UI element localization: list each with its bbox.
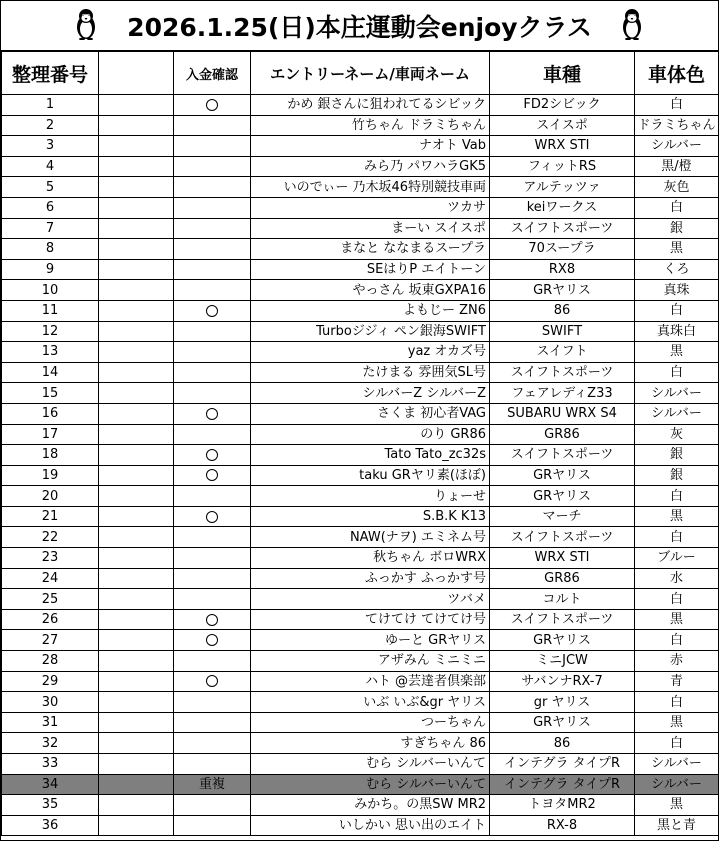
- cell-car-model: コルト: [490, 589, 635, 610]
- cell-blank: [99, 548, 174, 569]
- cell-car-model: GRヤリス: [490, 712, 635, 733]
- cell-payment: [174, 259, 251, 280]
- cell-entry-name: シルバーZ シルバーZ: [251, 383, 490, 404]
- cell-number: 9: [2, 259, 99, 280]
- cell-body-color: 白: [635, 197, 719, 218]
- cell-blank: [99, 445, 174, 466]
- cell-body-color: シルバー: [635, 136, 719, 157]
- cell-payment: [174, 795, 251, 816]
- paid-circle-icon: [206, 408, 218, 420]
- cell-payment: [174, 383, 251, 404]
- cell-car-model: GR86: [490, 568, 635, 589]
- cell-number: 35: [2, 795, 99, 816]
- cell-blank: [99, 136, 174, 157]
- cell-blank: [99, 774, 174, 795]
- table-row: [2, 445, 719, 466]
- cell-car-model: サバンナRX-7: [490, 671, 635, 692]
- cell-payment: [174, 342, 251, 363]
- cell-blank: [99, 362, 174, 383]
- cell-body-color: 銀: [635, 465, 719, 486]
- cell-entry-name: taku GRヤリ素(ほぼ): [251, 465, 490, 486]
- cell-car-model: マーチ: [490, 506, 635, 527]
- cell-entry-name: まなと ななまるスープラ: [251, 239, 490, 260]
- cell-car-model: フィットRS: [490, 156, 635, 177]
- cell-payment: [174, 445, 251, 466]
- table-row: [2, 177, 719, 198]
- table-row: [2, 506, 719, 527]
- cell-blank: [99, 95, 174, 116]
- paid-circle-icon: [206, 469, 218, 481]
- cell-blank: [99, 424, 174, 445]
- paid-circle-icon: [206, 99, 218, 111]
- cell-blank: [99, 506, 174, 527]
- table-row: [2, 321, 719, 342]
- cell-car-model: RX-8: [490, 815, 635, 836]
- cell-car-model: WRX STI: [490, 548, 635, 569]
- cell-car-model: インテグラ タイプR: [490, 774, 635, 795]
- cell-entry-name: 竹ちゃん ドラミちゃん: [251, 115, 490, 136]
- cell-car-model: インテグラ タイプR: [490, 754, 635, 775]
- table-row: [2, 259, 719, 280]
- cell-number: 20: [2, 486, 99, 507]
- cell-car-model: SUBARU WRX S4: [490, 403, 635, 424]
- cell-blank: [99, 609, 174, 630]
- cell-entry-name: ナオト Vab: [251, 136, 490, 157]
- cell-body-color: 灰色: [635, 177, 719, 198]
- cell-entry-name: いしかい 思い出のエイト: [251, 815, 490, 836]
- cell-number: 30: [2, 692, 99, 713]
- cell-body-color: 青: [635, 671, 719, 692]
- cell-body-color: 黒: [635, 795, 719, 816]
- table-row: [2, 671, 719, 692]
- cell-blank: [99, 712, 174, 733]
- cell-number: 36: [2, 815, 99, 836]
- cell-number: 14: [2, 362, 99, 383]
- cell-car-model: GR86: [490, 424, 635, 445]
- cell-body-color: 水: [635, 568, 719, 589]
- cell-entry-name: すぎちゃん 86: [251, 733, 490, 754]
- cell-car-model: フェアレディZ33: [490, 383, 635, 404]
- cell-payment: [174, 486, 251, 507]
- table-row: [2, 733, 719, 754]
- cell-number: 17: [2, 424, 99, 445]
- cell-entry-name: ツカサ: [251, 197, 490, 218]
- cell-body-color: ブルー: [635, 548, 719, 569]
- title-bar: [1, 1, 718, 51]
- header-payment: 入金確認: [174, 52, 251, 95]
- cell-body-color: くろ: [635, 259, 719, 280]
- cell-blank: [99, 197, 174, 218]
- table-row: [2, 280, 719, 301]
- penguin-icon: [75, 8, 97, 40]
- cell-entry-name: いぶ いぶ&gr ヤリス: [251, 692, 490, 713]
- cell-number: 8: [2, 239, 99, 260]
- cell-car-model: WRX STI: [490, 136, 635, 157]
- cell-entry-name: さくま 初心者VAG: [251, 403, 490, 424]
- cell-payment: [174, 424, 251, 445]
- cell-body-color: 銀: [635, 445, 719, 466]
- cell-entry-name: むら シルバーいんて: [251, 754, 490, 775]
- cell-body-color: 黒: [635, 506, 719, 527]
- cell-payment: [174, 630, 251, 651]
- cell-payment: 重複: [174, 774, 251, 795]
- cell-car-model: 70スープラ: [490, 239, 635, 260]
- cell-body-color: 赤: [635, 651, 719, 672]
- cell-number: 23: [2, 548, 99, 569]
- cell-car-model: GRヤリス: [490, 486, 635, 507]
- cell-body-color: シルバー: [635, 383, 719, 404]
- cell-number: 15: [2, 383, 99, 404]
- cell-entry-name: まーい スイスポ: [251, 218, 490, 239]
- cell-entry-name: NAW(ナヲ) エミネム号: [251, 527, 490, 548]
- cell-car-model: GRヤリス: [490, 630, 635, 651]
- cell-entry-name: アザみん ミニミニ: [251, 651, 490, 672]
- cell-blank: [99, 115, 174, 136]
- table-row: [2, 712, 719, 733]
- cell-number: 29: [2, 671, 99, 692]
- cell-number: 25: [2, 589, 99, 610]
- cell-body-color: 黒: [635, 609, 719, 630]
- cell-payment: [174, 239, 251, 260]
- header-row: [2, 52, 719, 95]
- cell-body-color: 白: [635, 300, 719, 321]
- cell-blank: [99, 342, 174, 363]
- table-row: [2, 609, 719, 630]
- cell-entry-name: りょーせ: [251, 486, 490, 507]
- header-number: 整理番号: [2, 52, 99, 95]
- cell-number: 33: [2, 754, 99, 775]
- cell-car-model: スイフトスポーツ: [490, 218, 635, 239]
- table-row: [2, 156, 719, 177]
- cell-car-model: GRヤリス: [490, 280, 635, 301]
- cell-body-color: 白: [635, 486, 719, 507]
- cell-payment: [174, 589, 251, 610]
- cell-blank: [99, 321, 174, 342]
- table-row: [2, 136, 719, 157]
- cell-body-color: シルバー: [635, 754, 719, 775]
- cell-car-model: GRヤリス: [490, 465, 635, 486]
- table-row: [2, 630, 719, 651]
- penguin-icon: [621, 8, 643, 40]
- cell-number: 10: [2, 280, 99, 301]
- cell-blank: [99, 527, 174, 548]
- cell-entry-name: Turboジジィ ペン銀海SWIFT: [251, 321, 490, 342]
- paid-circle-icon: [206, 614, 218, 626]
- cell-number: 13: [2, 342, 99, 363]
- cell-payment: [174, 197, 251, 218]
- cell-blank: [99, 218, 174, 239]
- cell-entry-name: yaz オカズ号: [251, 342, 490, 363]
- cell-blank: [99, 589, 174, 610]
- cell-number: 19: [2, 465, 99, 486]
- cell-blank: [99, 403, 174, 424]
- cell-car-model: スイフト: [490, 342, 635, 363]
- cell-entry-name: Tato Tato_zc32s: [251, 445, 490, 466]
- cell-car-model: スイフトスポーツ: [490, 609, 635, 630]
- cell-blank: [99, 486, 174, 507]
- cell-blank: [99, 300, 174, 321]
- cell-entry-name: ハト @芸達者倶楽部: [251, 671, 490, 692]
- cell-entry-name: やっさん 坂東GXPA16: [251, 280, 490, 301]
- cell-number: 26: [2, 609, 99, 630]
- cell-payment: [174, 671, 251, 692]
- cell-blank: [99, 259, 174, 280]
- table-row: [2, 548, 719, 569]
- cell-entry-name: むら シルバーいんて: [251, 774, 490, 795]
- cell-car-model: SWIFT: [490, 321, 635, 342]
- cell-payment: [174, 527, 251, 548]
- cell-entry-name: ツバメ: [251, 589, 490, 610]
- cell-blank: [99, 754, 174, 775]
- cell-entry-name: 秋ちゃん ボロWRX: [251, 548, 490, 569]
- cell-payment: [174, 754, 251, 775]
- cell-body-color: 黒と青: [635, 815, 719, 836]
- cell-body-color: 銀: [635, 218, 719, 239]
- cell-payment: [174, 177, 251, 198]
- table-body: [2, 95, 719, 836]
- cell-entry-name: たけまる 雰囲気SL号: [251, 362, 490, 383]
- cell-blank: [99, 568, 174, 589]
- cell-blank: [99, 280, 174, 301]
- cell-entry-name: ふっかす ふっかす号: [251, 568, 490, 589]
- table-row: [2, 754, 719, 775]
- cell-payment: [174, 609, 251, 630]
- cell-car-model: スイフトスポーツ: [490, 527, 635, 548]
- cell-payment: [174, 136, 251, 157]
- header-blank: [99, 52, 174, 95]
- cell-car-model: スイフトスポーツ: [490, 445, 635, 466]
- table-row: [2, 486, 719, 507]
- cell-blank: [99, 177, 174, 198]
- table-row: [2, 424, 719, 445]
- cell-entry-name: みら乃 パワハラGK5: [251, 156, 490, 177]
- cell-number: 4: [2, 156, 99, 177]
- cell-number: 1: [2, 95, 99, 116]
- paid-circle-icon: [206, 305, 218, 317]
- cell-body-color: 白: [635, 362, 719, 383]
- cell-payment: [174, 95, 251, 116]
- cell-entry-name: みかち。の黒SW MR2: [251, 795, 490, 816]
- table-row: [2, 239, 719, 260]
- cell-body-color: 灰: [635, 424, 719, 445]
- cell-blank: [99, 733, 174, 754]
- cell-entry-name: つーちゃん: [251, 712, 490, 733]
- paid-circle-icon: [206, 449, 218, 461]
- cell-number: 28: [2, 651, 99, 672]
- cell-blank: [99, 239, 174, 260]
- table-row: [2, 342, 719, 363]
- cell-entry-name: てけてけ てけてけ号: [251, 609, 490, 630]
- cell-entry-name: S.B.K K13: [251, 506, 490, 527]
- table-row: [2, 300, 719, 321]
- cell-number: 18: [2, 445, 99, 466]
- cell-car-model: keiワークス: [490, 197, 635, 218]
- cell-entry-name: SEはりP エイトーン: [251, 259, 490, 280]
- cell-car-model: gr ヤリス: [490, 692, 635, 713]
- cell-number: 27: [2, 630, 99, 651]
- cell-number: 31: [2, 712, 99, 733]
- table-row: [2, 383, 719, 404]
- cell-number: 5: [2, 177, 99, 198]
- cell-body-color: 真珠: [635, 280, 719, 301]
- cell-entry-name: よもじー ZN6: [251, 300, 490, 321]
- paid-circle-icon: [206, 634, 218, 646]
- cell-body-color: 黒: [635, 239, 719, 260]
- cell-payment: [174, 651, 251, 672]
- table-row: [2, 197, 719, 218]
- paid-circle-icon: [206, 511, 218, 523]
- cell-car-model: 86: [490, 733, 635, 754]
- cell-body-color: 白: [635, 95, 719, 116]
- cell-body-color: シルバー: [635, 403, 719, 424]
- cell-payment: [174, 156, 251, 177]
- cell-payment: [174, 733, 251, 754]
- cell-payment: [174, 300, 251, 321]
- table-row: [2, 527, 719, 548]
- cell-payment: [174, 465, 251, 486]
- cell-blank: [99, 651, 174, 672]
- cell-body-color: 白: [635, 630, 719, 651]
- cell-blank: [99, 465, 174, 486]
- cell-payment: [174, 403, 251, 424]
- table-row: [2, 774, 719, 795]
- cell-payment: [174, 218, 251, 239]
- table-row: [2, 568, 719, 589]
- cell-body-color: 白: [635, 589, 719, 610]
- cell-body-color: 黒: [635, 712, 719, 733]
- table-row: [2, 589, 719, 610]
- table-row: [2, 218, 719, 239]
- cell-car-model: アルテッツァ: [490, 177, 635, 198]
- cell-car-model: RX8: [490, 259, 635, 280]
- cell-payment: [174, 506, 251, 527]
- cell-blank: [99, 630, 174, 651]
- cell-blank: [99, 815, 174, 836]
- cell-body-color: 白: [635, 733, 719, 754]
- cell-payment: [174, 568, 251, 589]
- cell-body-color: 白: [635, 527, 719, 548]
- cell-number: 11: [2, 300, 99, 321]
- paid-circle-icon: [206, 675, 218, 687]
- cell-body-color: 白: [635, 692, 719, 713]
- cell-body-color: シルバー: [635, 774, 719, 795]
- table-row: [2, 795, 719, 816]
- cell-entry-name: いのでぃー 乃木坂46特別競技車両: [251, 177, 490, 198]
- cell-payment: [174, 712, 251, 733]
- cell-blank: [99, 692, 174, 713]
- cell-number: 21: [2, 506, 99, 527]
- cell-car-model: 86: [490, 300, 635, 321]
- cell-payment: [174, 280, 251, 301]
- cell-body-color: 真珠白: [635, 321, 719, 342]
- cell-number: 12: [2, 321, 99, 342]
- cell-number: 3: [2, 136, 99, 157]
- cell-entry-name: ゆーと GRヤリス: [251, 630, 490, 651]
- table-row: [2, 465, 719, 486]
- cell-car-model: FD2シビック: [490, 95, 635, 116]
- table-row: [2, 403, 719, 424]
- cell-payment: [174, 548, 251, 569]
- cell-payment: [174, 321, 251, 342]
- cell-entry-name: かめ 銀さんに狙われてるシビック: [251, 95, 490, 116]
- cell-payment: [174, 115, 251, 136]
- cell-body-color: 黒/橙: [635, 156, 719, 177]
- table-row: [2, 362, 719, 383]
- cell-entry-name: のり GR86: [251, 424, 490, 445]
- table-row: [2, 95, 719, 116]
- page-title: 2026.1.25(日)本庄運動会enjoyクラス: [127, 12, 592, 42]
- cell-payment: [174, 815, 251, 836]
- cell-number: 7: [2, 218, 99, 239]
- table-row: [2, 815, 719, 836]
- cell-body-color: ドラミちゃん: [635, 115, 719, 136]
- cell-body-color: 黒: [635, 342, 719, 363]
- cell-number: 34: [2, 774, 99, 795]
- cell-blank: [99, 156, 174, 177]
- cell-number: 16: [2, 403, 99, 424]
- header-color: 車体色: [635, 52, 719, 95]
- cell-number: 24: [2, 568, 99, 589]
- entry-table: [1, 51, 719, 836]
- cell-payment: [174, 362, 251, 383]
- cell-number: 2: [2, 115, 99, 136]
- cell-blank: [99, 671, 174, 692]
- table-row: [2, 651, 719, 672]
- table-row: [2, 692, 719, 713]
- cell-number: 22: [2, 527, 99, 548]
- cell-car-model: トヨタMR2: [490, 795, 635, 816]
- cell-blank: [99, 383, 174, 404]
- cell-car-model: スイスポ: [490, 115, 635, 136]
- cell-payment: [174, 692, 251, 713]
- table-row: [2, 115, 719, 136]
- cell-blank: [99, 795, 174, 816]
- cell-car-model: ミニJCW: [490, 651, 635, 672]
- header-car: 車種: [490, 52, 635, 95]
- cell-number: 32: [2, 733, 99, 754]
- cell-number: 6: [2, 197, 99, 218]
- cell-car-model: スイフトスポーツ: [490, 362, 635, 383]
- header-entry: エントリーネーム/車両ネーム: [251, 52, 490, 95]
